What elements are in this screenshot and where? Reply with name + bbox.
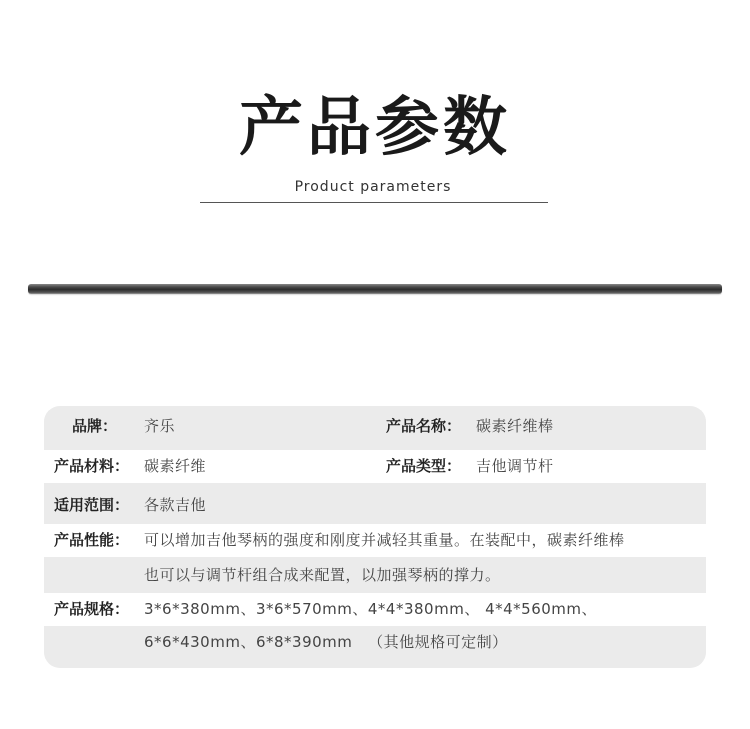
product-type-label: 产品类型：	[386, 457, 462, 475]
spec-label: 产品规格：	[54, 600, 130, 618]
title-divider	[200, 202, 548, 203]
performance-label: 产品性能：	[54, 531, 130, 549]
product-name-value: 碳素纤维棒	[476, 417, 554, 435]
spec-line-2: 6*6*430mm、6*8*390mm （其他规格可定制）	[144, 633, 508, 651]
table-row	[44, 626, 706, 659]
table-row	[44, 450, 706, 483]
brand-value: 齐乐	[144, 417, 176, 435]
performance-line-2: 也可以与调节杆组合成来配置，以加强琴柄的撑力。	[144, 566, 501, 584]
table-row	[44, 410, 706, 443]
performance-line-1: 可以增加吉他琴柄的强度和刚度并减轻其重量。在装配中，碳素纤维棒	[144, 531, 625, 549]
table-row	[44, 559, 706, 592]
spec-line-1: 3*6*380mm、3*6*570mm、4*4*380mm、 4*4*560mm、	[144, 600, 598, 618]
table-row	[44, 489, 706, 522]
product-type-value: 吉他调节杆	[476, 457, 554, 475]
parameter-table	[44, 406, 706, 668]
usage-value: 各款吉他	[144, 496, 207, 514]
table-row	[44, 593, 706, 626]
material-value: 碳素纤维	[144, 457, 207, 475]
product-name-label: 产品名称：	[386, 417, 462, 435]
page-subtitle: Product parameters	[294, 179, 452, 195]
material-label: 产品材料：	[54, 457, 130, 475]
carbon-fiber-rod-image	[28, 284, 722, 294]
usage-label: 适用范围：	[54, 496, 130, 514]
page-title: 产品参数	[239, 91, 511, 165]
brand-label: 品牌：	[72, 417, 118, 435]
table-row	[44, 524, 706, 557]
